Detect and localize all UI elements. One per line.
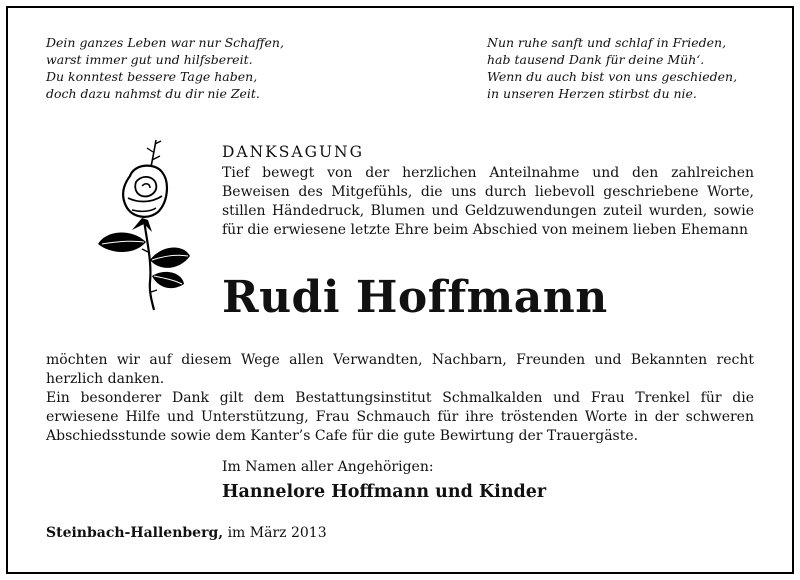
poem-line: Dein ganzes Leben war nur Schaffen,	[46, 35, 284, 50]
poem-line: warst immer gut und hilfsbereit.	[46, 52, 253, 67]
poem-right	[487, 34, 737, 102]
intro-text	[222, 164, 754, 240]
body-text	[46, 351, 754, 446]
body-paragraph: möchten wir auf diesem Wege allen Verwandten, Nachbarn, Freunden und Bekannten recht herzlich danken.	[46, 352, 754, 387]
intro-paragraph: Tief bewegt von der herzlichen Anteilnahme und den zahlreichen Beweisen des Mitgefühls, die uns durch liebevoll geschriebene Worte, stillen Händedruck, Blumen und Geldzuwendungen zuteil wurden, sowie für die erwiesene letzte Ehre beim Abschied von meinem lieben Ehemann	[222, 165, 754, 238]
poem-line: in unseren Herzen stirbst du nie.	[487, 86, 697, 101]
poem-left	[46, 34, 284, 102]
poem-line: Nun ruhe sanft und schlaf in Frieden,	[487, 35, 727, 50]
footer-place: Steinbach-Hallenberg,	[46, 525, 224, 541]
deceased-name: Rudi Hoffmann	[222, 272, 608, 323]
poem-line: doch dazu nahmst du dir nie Zeit.	[46, 86, 260, 101]
rose-icon	[92, 132, 192, 312]
footer	[46, 525, 327, 541]
poem-line: Wenn du auch bist von uns geschieden,	[487, 69, 738, 84]
poem-line: Du konntest bessere Tage haben,	[46, 69, 258, 84]
heading: DANKSAGUNG	[222, 143, 364, 161]
poem-line: hab tausend Dank für deine Müh‘.	[487, 52, 705, 67]
body-paragraph: Ein besonderer Dank gilt dem Bestattungsinstitut Schmalkalden und Frau Trenkel für die erwiesene Hilfe und Unterstützung, Frau Schmauch für ihre tröstenden Worte in der schweren Abschiedsstunde sowie dem Kanter’s Cafe für die gute Bewirtung der Trauergäste.	[46, 390, 754, 444]
sign-intro: Im Namen aller Angehörigen:	[222, 459, 434, 475]
signers: Hannelore Hoffmann und Kinder	[222, 482, 547, 502]
footer-date: im März 2013	[223, 525, 327, 541]
